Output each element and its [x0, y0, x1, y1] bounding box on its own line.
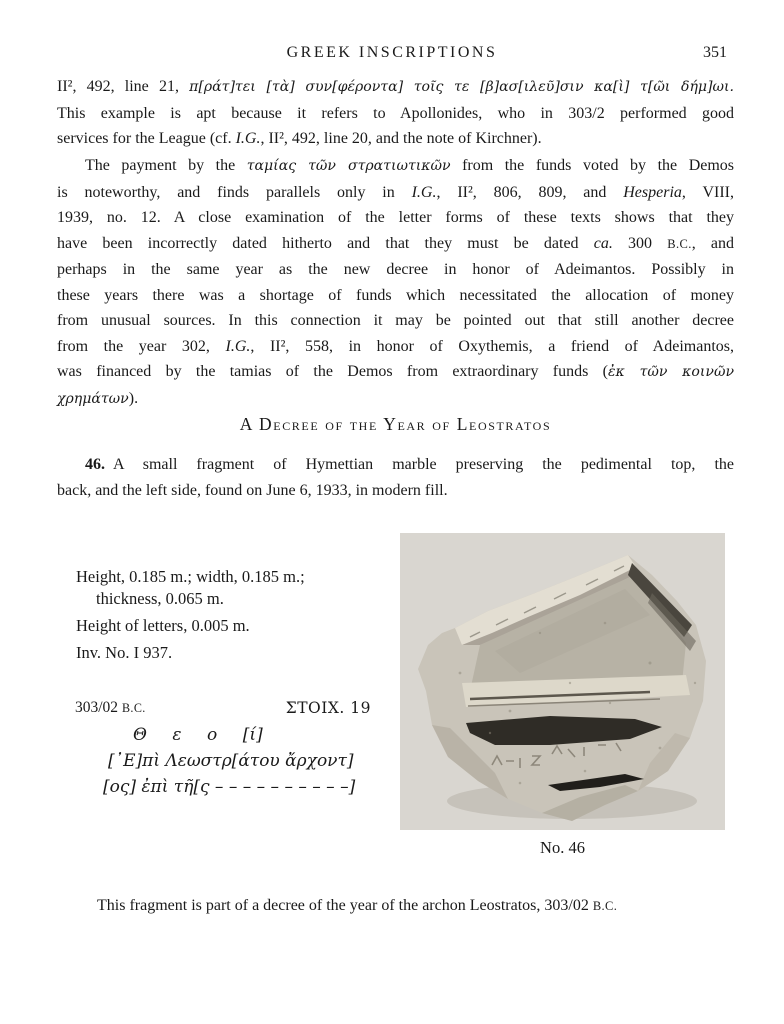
- figure-caption: No. 46: [540, 838, 585, 857]
- text-segment: these years there was a shortage of funds which necessitated the allocation of money: [57, 286, 734, 304]
- catalog-measurements: [76, 567, 406, 663]
- page-number: 351: [703, 44, 727, 61]
- text-segment: from unusual sources. In this connection it may be pointed out that still another decree: [57, 312, 734, 329]
- print-line: [57, 283, 734, 309]
- text-segment: , II², 492, line 20, and the note of Kirchner).: [260, 130, 542, 147]
- print-line: [57, 334, 734, 360]
- catalog-entry-46-intro: [57, 452, 734, 503]
- text-segment: B.C.: [667, 236, 692, 251]
- paragraph-continuation: [57, 74, 734, 152]
- print-line: [57, 478, 734, 504]
- text-segment: χρημάτων: [57, 390, 129, 407]
- text-segment: have been incorrectly dated hitherto and that they must be dated: [57, 234, 594, 252]
- text-segment: I.G.: [225, 337, 251, 355]
- closing-sentence: [57, 893, 734, 920]
- inscription-date: [75, 699, 146, 717]
- inscription-line-1: Θ ε ο [ί]: [133, 725, 263, 745]
- text-segment: ca.: [593, 234, 613, 252]
- text-segment: This example is apt because it refers to Apollonides, who in 303/2 performed good: [57, 104, 734, 122]
- dimensions-line: Height, 0.185 m.; width, 0.185 m.;: [76, 567, 305, 586]
- print-line: [57, 231, 734, 258]
- text-segment: The payment by the: [85, 157, 247, 174]
- text-segment: services for the League (cf.: [57, 130, 236, 147]
- print-line: [57, 180, 734, 206]
- print-line: [57, 386, 734, 413]
- inscription-header-row: [75, 699, 371, 717]
- text-segment: 303/02: [75, 699, 122, 716]
- stoichedon-label: ΣΤΟΙΧ. 19: [285, 699, 371, 717]
- text-segment: II², 492, line 21,: [57, 78, 190, 95]
- text-segment: back, and the left side, found on June 6, 1933, in modern fill.: [57, 481, 448, 499]
- print-line: [57, 308, 734, 334]
- fragment-photo: [400, 533, 725, 830]
- text-segment: from the funds voted by the Demos: [450, 157, 735, 174]
- text-segment: , and: [691, 234, 735, 252]
- inscription-line-2: [᾿Ε]πὶ Λεωστρ[άτου ἄρχοντ]: [108, 751, 354, 771]
- page-header-title: GREEK INSCRIPTIONS: [286, 44, 498, 61]
- text-segment: π[ράτ]τει [τὰ] συν[φέροντα] τοῖς τε [β]ασ[ιλεῦ]σιν κα[ὶ] τ[ῶι δήμ]ωι.: [189, 79, 734, 95]
- text-segment: A small fragment of Hymettian marble preserving the pedimental top, the: [105, 456, 734, 473]
- running-head: [57, 44, 727, 66]
- text-segment: ἐκ τῶν κοινῶν: [608, 364, 734, 380]
- inscription-line-3: [ος] ἐπὶ τῆ[ς – – – – – – – – – –]: [103, 777, 356, 797]
- print-line: [57, 101, 734, 127]
- print-line: [57, 74, 734, 101]
- text-segment: ταμίας τῶν στρατιωτικῶν: [246, 158, 451, 174]
- stone-fragment-illustration: [400, 533, 725, 830]
- text-segment: I.G.: [411, 183, 437, 201]
- text-segment: from the year 302,: [57, 337, 226, 355]
- text-segment: This fragment is part of a decree of the year of the archon Leostratos, 303/02: [97, 897, 593, 914]
- text-segment: Hesperia: [623, 183, 682, 201]
- text-segment: , II², 558, in honor of Oxythemis, a friend of Adeimantos,: [250, 337, 735, 355]
- print-line: [57, 257, 734, 283]
- text-segment: , II², 806, 809, and: [436, 183, 624, 201]
- text-segment: 46.: [85, 456, 105, 473]
- text-segment: was financed by the tamias of the Demos from extraordinary funds (: [57, 363, 608, 380]
- inventory-number-line: Inv. No. I 937.: [76, 643, 173, 662]
- thickness-line: thickness, 0.065 m.: [96, 589, 224, 608]
- inscription-transcription: [75, 722, 395, 800]
- text-segment: is noteworthy, and finds parallels only in: [57, 183, 412, 201]
- text-segment: perhaps in the same year as the new decree in honor of Adeimantos. Possibly in: [57, 261, 734, 278]
- text-segment: B.C.: [121, 701, 146, 715]
- print-line: [57, 205, 734, 231]
- print-line: [57, 452, 734, 478]
- text-segment: B.C.: [592, 899, 618, 913]
- text-segment: I.G.: [235, 130, 261, 147]
- section-heading: A Decree of the Year of Leostratos: [239, 414, 552, 434]
- text-segment: 300: [612, 234, 668, 252]
- letter-height-line: Height of letters, 0.005 m.: [76, 616, 250, 635]
- text-segment: , VIII,: [681, 183, 734, 201]
- paragraph-payment-discussion: [57, 153, 734, 412]
- text-segment: 1939, no. 12. A close examination of the letter forms of these texts shows that they: [57, 209, 734, 226]
- print-line: [57, 126, 734, 152]
- print-line: [57, 359, 734, 386]
- text-segment: ).: [128, 389, 139, 407]
- print-line: [57, 153, 734, 180]
